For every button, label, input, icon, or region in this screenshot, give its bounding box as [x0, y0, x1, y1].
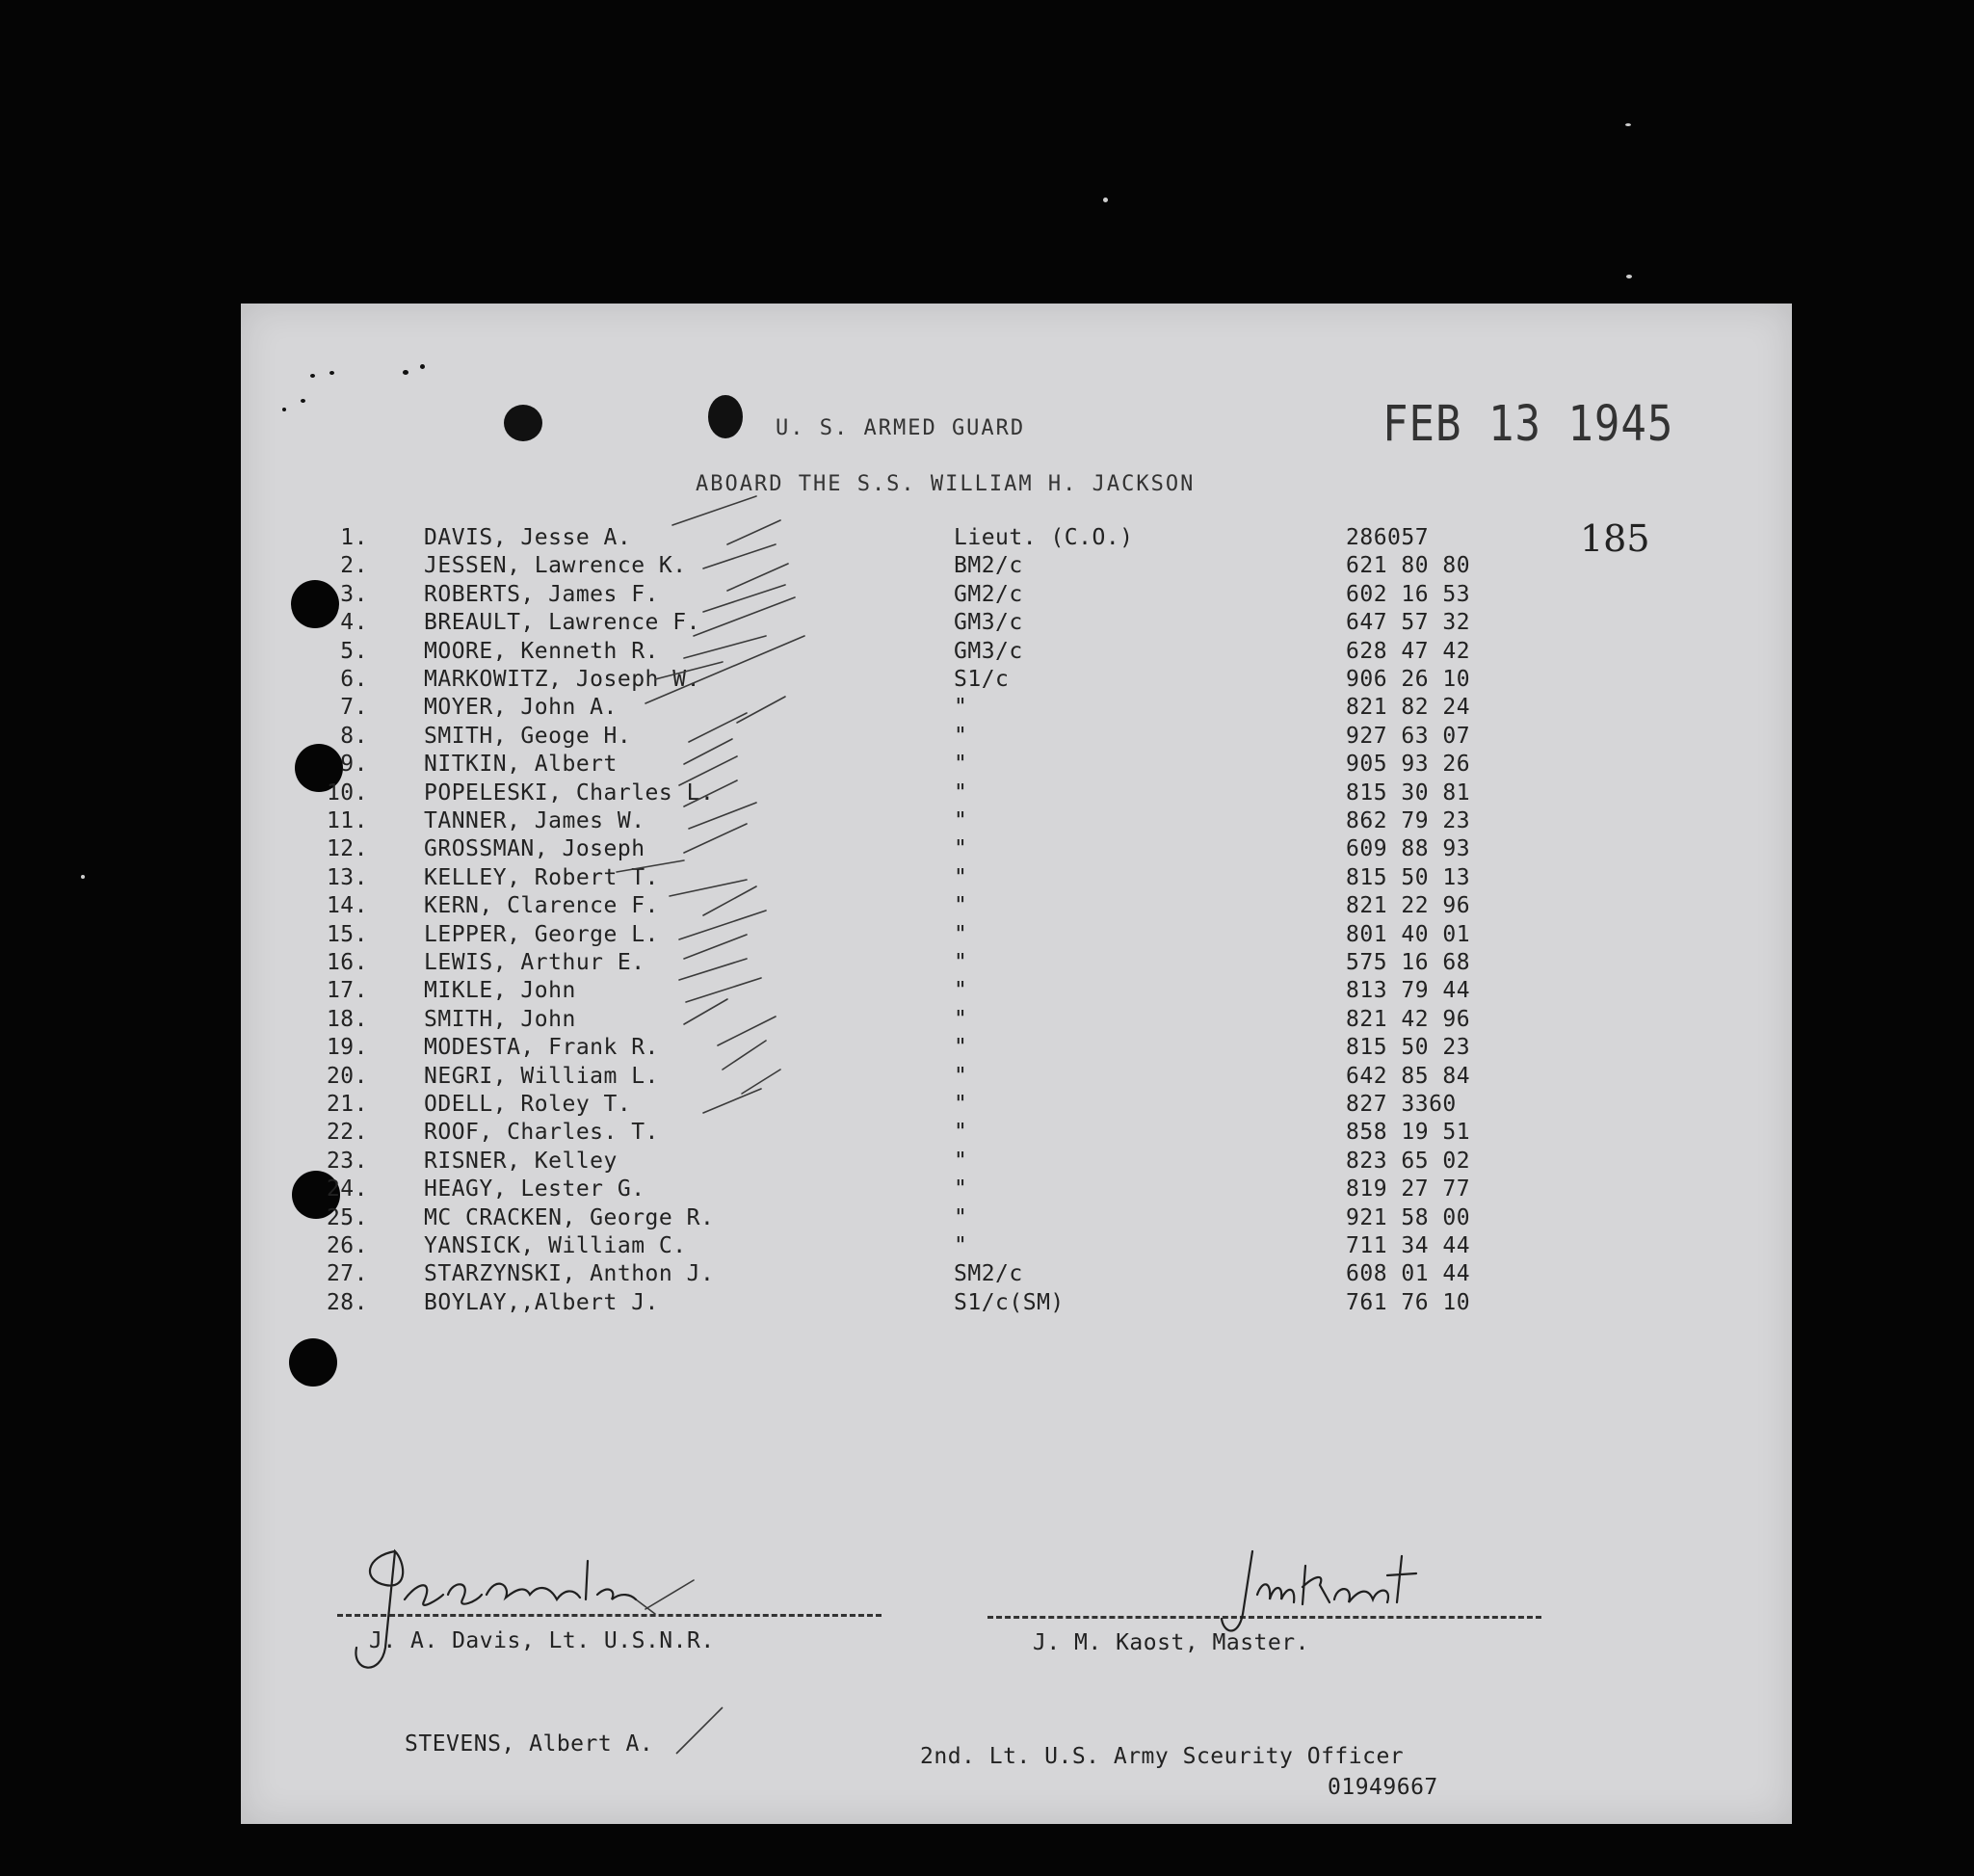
service-number: 921 58 00 — [1346, 1204, 1471, 1230]
roster-row — [241, 1149, 1792, 1177]
crew-rate: " — [954, 1204, 968, 1230]
roster-number: 22. — [326, 1120, 368, 1146]
roster-row — [241, 1007, 1792, 1036]
crew-rate: " — [954, 836, 968, 862]
ink-speck — [329, 371, 334, 375]
roster-number: 14. — [326, 893, 368, 919]
document-title: U. S. ARMED GUARD — [776, 416, 1026, 440]
roster-number: 20. — [326, 1063, 368, 1089]
roster-number: 16. — [326, 950, 368, 975]
service-number: 821 42 96 — [1346, 1006, 1471, 1032]
roster-row — [241, 950, 1792, 979]
crew-rate: " — [954, 695, 968, 721]
roster-row — [241, 1233, 1792, 1262]
ink-blot — [504, 405, 542, 441]
crew-rate: " — [954, 779, 968, 806]
roster-number: 24. — [326, 1176, 368, 1202]
crew-rate: S1/c — [954, 667, 1010, 692]
roster-number: 17. — [326, 978, 368, 1004]
crew-name: BREAULT, Lawrence F. — [424, 610, 700, 636]
crew-name: KERN, Clarence F. — [424, 893, 659, 919]
roster-row — [241, 1176, 1792, 1205]
roster-row — [241, 752, 1792, 780]
roster-row — [241, 553, 1792, 582]
crew-rate: " — [954, 1176, 968, 1202]
roster-row — [241, 525, 1792, 554]
service-number: 608 01 44 — [1346, 1261, 1471, 1287]
roster-row — [241, 582, 1792, 611]
crew-rate: " — [954, 808, 968, 833]
service-number: 647 57 32 — [1346, 610, 1471, 636]
roster-row — [241, 1261, 1792, 1290]
service-number: 823 65 02 — [1346, 1148, 1471, 1174]
crew-name: ODELL, Roley T. — [424, 1092, 632, 1117]
crew-rate: " — [954, 723, 968, 749]
service-number: 819 27 77 — [1346, 1176, 1471, 1202]
crew-rate: " — [954, 752, 968, 778]
roster-row — [241, 1290, 1792, 1319]
service-number: 711 34 44 — [1346, 1233, 1471, 1258]
crew-name: NEGRI, William L. — [424, 1063, 659, 1089]
crew-rate: " — [954, 921, 968, 947]
signature-caption-left: J. A. Davis, Lt. U.S.N.R. — [369, 1628, 715, 1653]
roster-row — [241, 1064, 1792, 1093]
signature-caption-right: J. M. Kaost, Master. — [1033, 1630, 1309, 1655]
additional-crew-name: STEVENS, Albert A. — [405, 1731, 654, 1757]
crew-name: MOYER, John A. — [424, 695, 618, 721]
signature-davis — [328, 1542, 674, 1686]
crew-name: RISNER, Kelley — [424, 1148, 618, 1174]
service-number: 575 16 68 — [1346, 950, 1471, 975]
roster-number: 11. — [326, 808, 368, 833]
crew-name: MARKOWITZ, Joseph W. — [424, 667, 700, 692]
punch-hole — [289, 1338, 337, 1387]
crew-rate: GM3/c — [954, 610, 1023, 636]
ink-speck — [282, 408, 286, 411]
crew-name: SMITH, John — [424, 1006, 576, 1032]
roster-number: 1. — [340, 525, 368, 550]
crew-name: MIKLE, John — [424, 978, 576, 1004]
roster-row — [241, 1035, 1792, 1064]
ink-blot — [708, 395, 743, 438]
roster-number: 2. — [340, 553, 368, 579]
roster-row — [241, 808, 1792, 837]
roster-row — [241, 695, 1792, 724]
ink-speck — [420, 364, 425, 369]
crew-rate: " — [954, 1035, 968, 1061]
roster-number: 8. — [340, 723, 368, 749]
crew-rate: S1/c(SM) — [954, 1289, 1065, 1315]
roster-number: 26. — [326, 1233, 368, 1258]
document-page — [241, 304, 1792, 1824]
crew-name: STARZYNSKI, Anthon J. — [424, 1261, 715, 1287]
service-number: 905 93 26 — [1346, 752, 1471, 778]
ink-speck — [403, 370, 408, 375]
page-number: 185 — [1580, 517, 1650, 560]
service-number: 602 16 53 — [1346, 581, 1471, 607]
document-subtitle: ABOARD THE S.S. WILLIAM H. JACKSON — [696, 472, 1196, 496]
roster-number: 27. — [326, 1261, 368, 1287]
service-number: 801 40 01 — [1346, 921, 1471, 947]
crew-rate: BM2/c — [954, 553, 1023, 579]
roster-number: 6. — [340, 667, 368, 692]
roster-row — [241, 780, 1792, 809]
roster-number: 5. — [340, 638, 368, 664]
roster-row — [241, 978, 1792, 1007]
roster-row — [241, 1205, 1792, 1234]
roster-number: 3. — [340, 581, 368, 607]
crew-name: MC CRACKEN, George R. — [424, 1204, 715, 1230]
service-number: 821 22 96 — [1346, 893, 1471, 919]
crew-rate: " — [954, 1148, 968, 1174]
service-number: 815 50 13 — [1346, 864, 1471, 890]
crew-name: SMITH, Geoge H. — [424, 723, 632, 749]
crew-name: JESSEN, Lawrence K. — [424, 553, 687, 579]
service-number: 286057 — [1346, 525, 1430, 550]
crew-rate: SM2/c — [954, 1261, 1023, 1287]
service-number: 821 82 24 — [1346, 695, 1471, 721]
roster-number: 9. — [340, 752, 368, 778]
crew-rate: " — [954, 1233, 968, 1258]
crew-rate: " — [954, 1006, 968, 1032]
roster-number: 15. — [326, 921, 368, 947]
roster-number: 25. — [326, 1204, 368, 1230]
roster-number: 21. — [326, 1092, 368, 1117]
service-number: 761 76 10 — [1346, 1289, 1471, 1315]
service-number: 621 80 80 — [1346, 553, 1471, 579]
ink-speck — [301, 399, 305, 403]
roster-row — [241, 1120, 1792, 1149]
crew-name: BOYLAY,,Albert J. — [424, 1289, 659, 1315]
roster-row — [241, 1092, 1792, 1121]
crew-name: DAVIS, Jesse A. — [424, 525, 632, 550]
crew-name: ROOF, Charles. T. — [424, 1120, 659, 1146]
security-officer-title: 2nd. Lt. U.S. Army Sceurity Officer — [920, 1744, 1405, 1769]
crew-name: LEPPER, George L. — [424, 921, 659, 947]
service-number: 906 26 10 — [1346, 667, 1471, 692]
roster-row — [241, 922, 1792, 951]
crew-name: KELLEY, Robert T. — [424, 864, 659, 890]
crew-rate: Lieut. (C.O.) — [954, 525, 1134, 550]
roster-number: 19. — [326, 1035, 368, 1061]
crew-rate: GM2/c — [954, 581, 1023, 607]
crew-rate: " — [954, 1063, 968, 1089]
roster-row — [241, 667, 1792, 696]
crew-rate: " — [954, 1092, 968, 1117]
roster-row — [241, 865, 1792, 894]
service-number: 609 88 93 — [1346, 836, 1471, 862]
crew-name: LEWIS, Arthur E. — [424, 950, 645, 975]
roster-row — [241, 639, 1792, 668]
crew-rate: " — [954, 1120, 968, 1146]
roster-number: 28. — [326, 1289, 368, 1315]
roster-row — [241, 610, 1792, 639]
roster-number: 18. — [326, 1006, 368, 1032]
service-number: 927 63 07 — [1346, 723, 1471, 749]
scan-speck — [81, 875, 85, 879]
crew-name: MODESTA, Frank R. — [424, 1035, 659, 1061]
roster-number: 13. — [326, 864, 368, 890]
scan-speck — [1625, 123, 1631, 126]
service-number: 815 30 81 — [1346, 779, 1471, 806]
roster-number: 7. — [340, 695, 368, 721]
crew-name: NITKIN, Albert — [424, 752, 618, 778]
scan-speck — [1626, 275, 1632, 278]
service-number: 827 3360 — [1346, 1092, 1457, 1117]
date-stamp: FEB 13 1945 — [1382, 396, 1674, 453]
crew-rate: " — [954, 893, 968, 919]
crew-name: MOORE, Kenneth R. — [424, 638, 659, 664]
service-number: 628 47 42 — [1346, 638, 1471, 664]
crew-name: POPELESKI, Charles L. — [424, 779, 715, 806]
service-number: 642 85 84 — [1346, 1063, 1471, 1089]
ink-speck — [310, 374, 315, 378]
service-number: 862 79 23 — [1346, 808, 1471, 833]
roster-row — [241, 836, 1792, 865]
service-number: 858 19 51 — [1346, 1120, 1471, 1146]
roster-number: 4. — [340, 610, 368, 636]
crew-rate: " — [954, 978, 968, 1004]
crew-name: YANSICK, William C. — [424, 1233, 687, 1258]
crew-name: HEAGY, Lester G. — [424, 1176, 645, 1202]
security-officer-serial: 01949667 — [1328, 1775, 1438, 1800]
roster-row — [241, 724, 1792, 753]
crew-name: TANNER, James W. — [424, 808, 645, 833]
crew-name: GROSSMAN, Joseph — [424, 836, 645, 862]
service-number: 815 50 23 — [1346, 1035, 1471, 1061]
crew-rate: " — [954, 864, 968, 890]
roster-number: 23. — [326, 1148, 368, 1174]
crew-rate: GM3/c — [954, 638, 1023, 664]
crew-rate: " — [954, 950, 968, 975]
service-number: 813 79 44 — [1346, 978, 1471, 1004]
roster-row — [241, 893, 1792, 922]
scan-speck — [1103, 198, 1108, 202]
crew-name: ROBERTS, James F. — [424, 581, 659, 607]
roster-number: 12. — [326, 836, 368, 862]
roster-number: 10. — [326, 779, 368, 806]
